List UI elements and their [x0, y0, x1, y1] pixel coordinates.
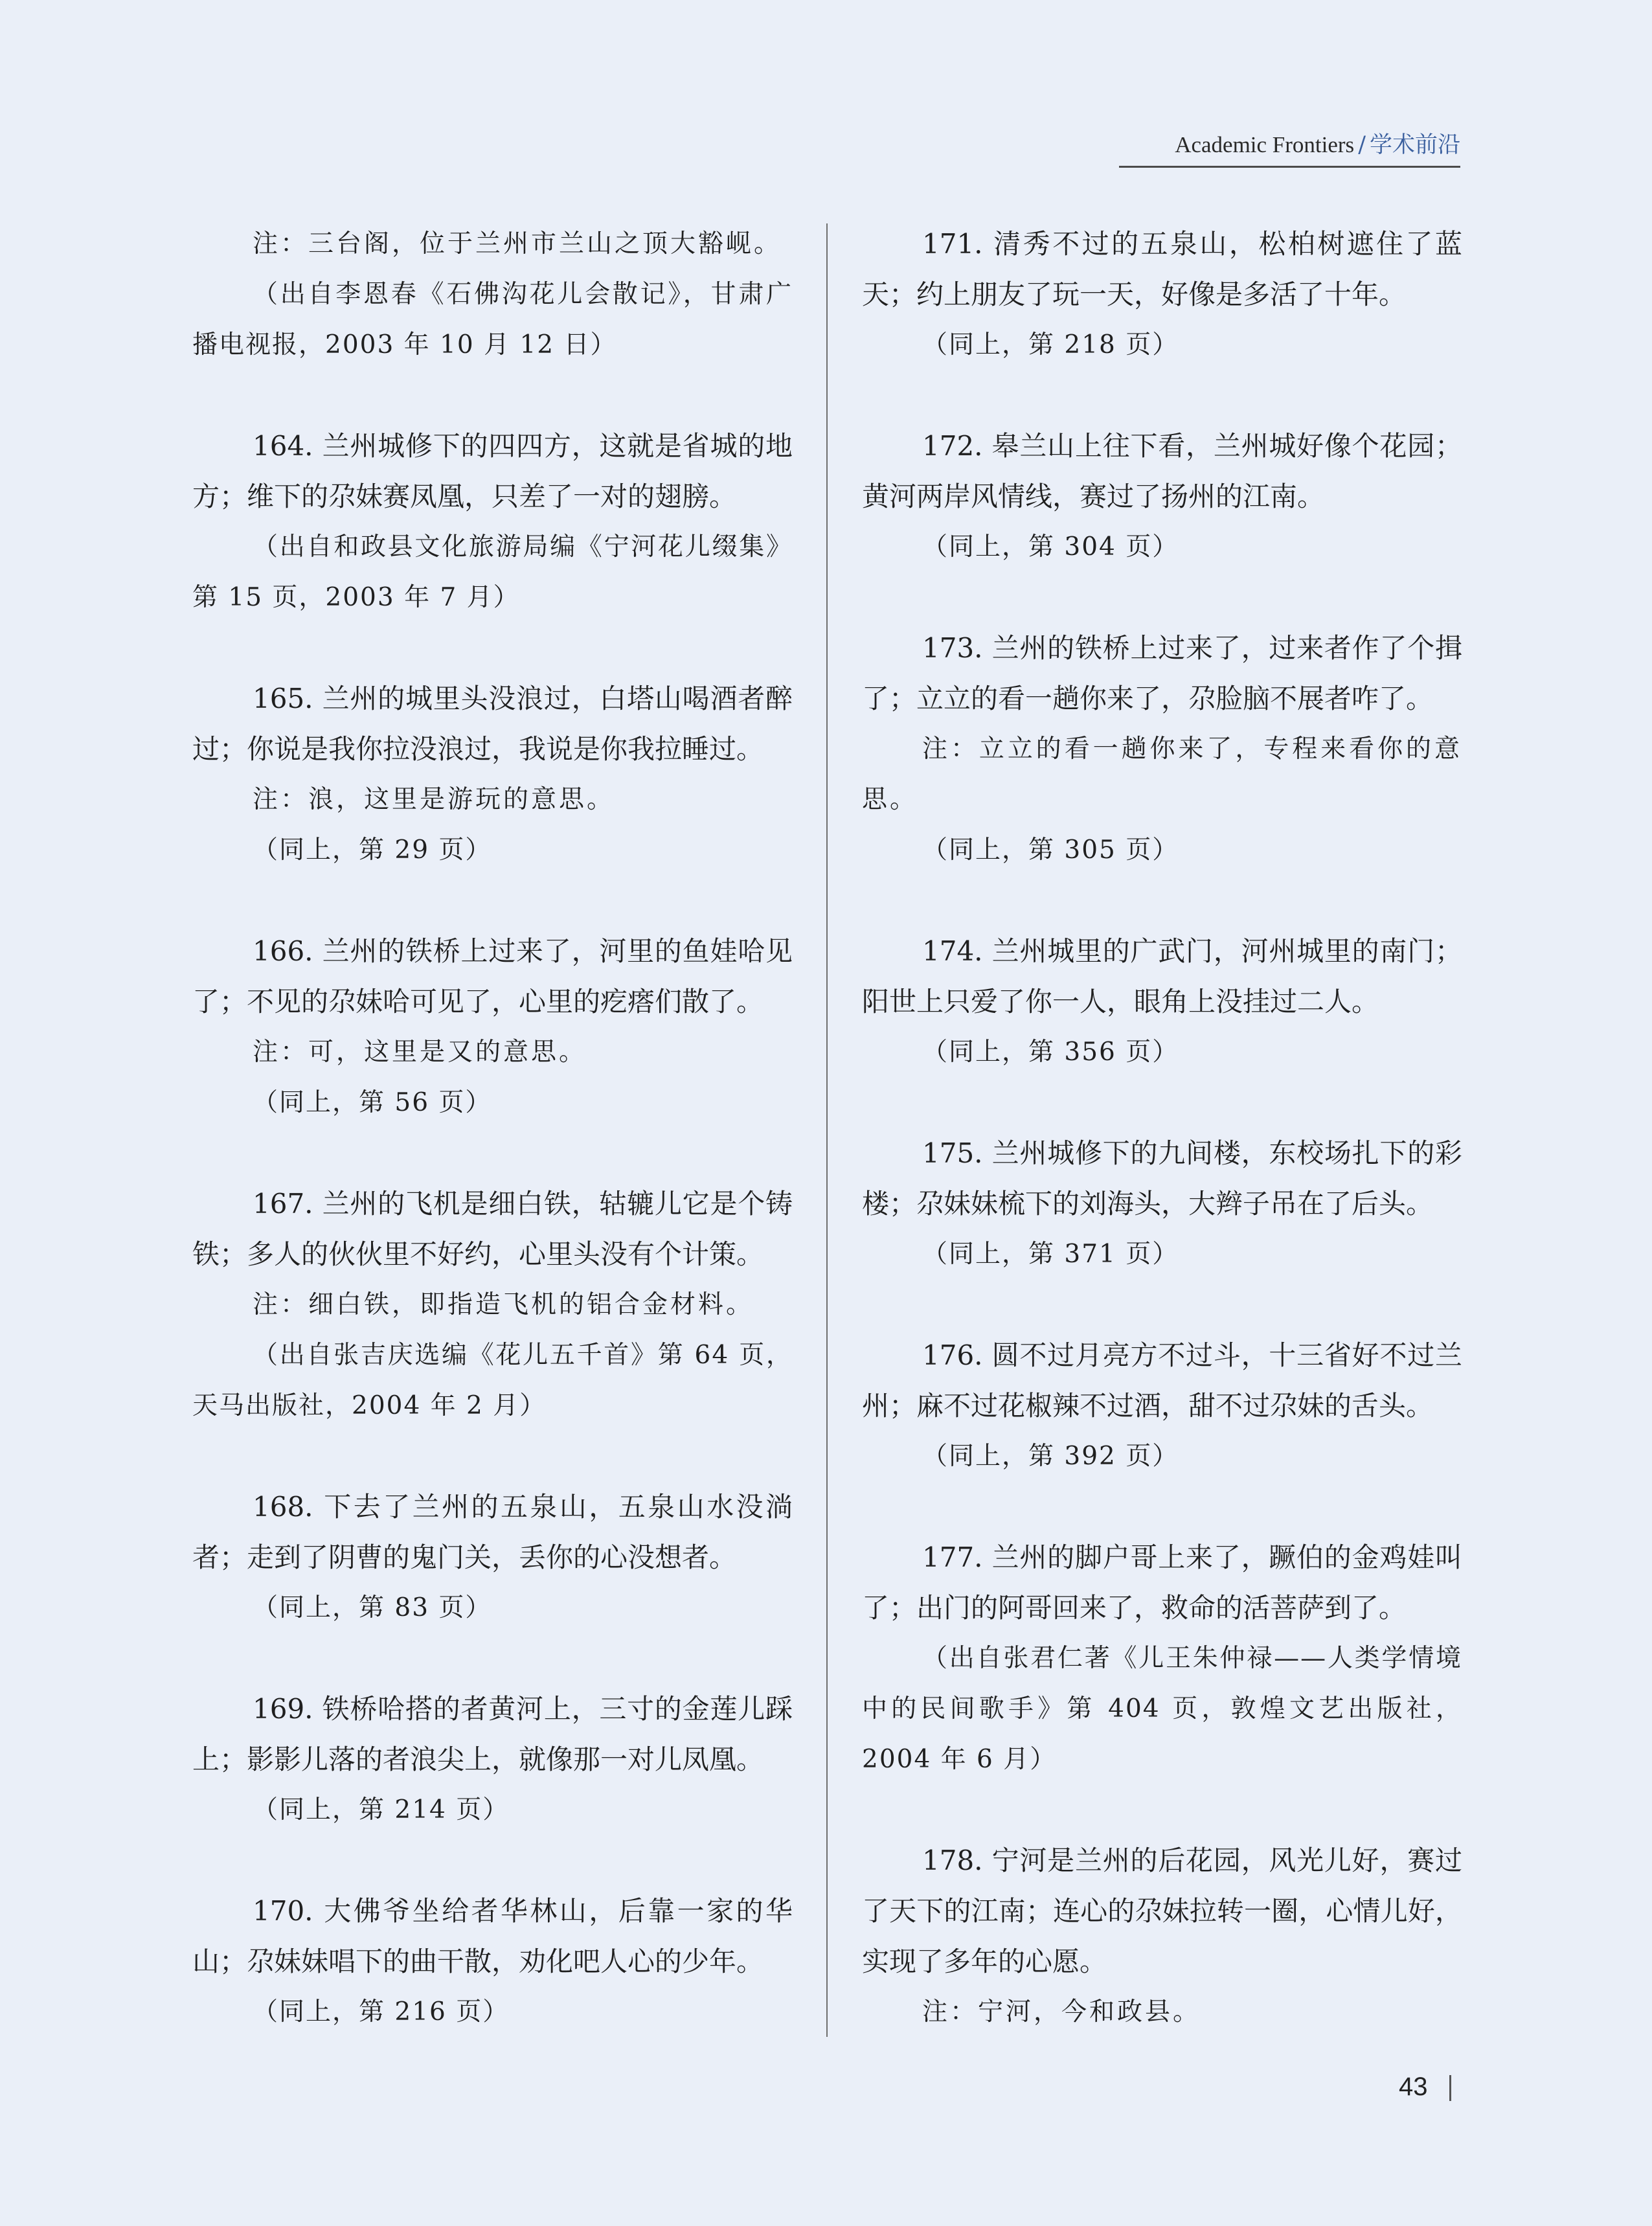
song-entry [862, 1532, 1462, 1785]
header-rule [1119, 166, 1460, 168]
song-source: （出自和政县文化旅游局编《宁河花儿缀集》第 15 页，2003 年 7 月） [192, 532, 793, 612]
song-entry [192, 926, 793, 1128]
song-verse: 170. 大佛爷坐给者华林山，后靠一家的华山；尕妹妹唱下的曲干散，劝化吧人心的少年。 [192, 1895, 793, 1977]
song-entry [192, 674, 793, 876]
song-verse: 164. 兰州城修下的四四方，这就是省城的地方；维下的尕妹赛凤凰，只差了一对的翅膀。 [192, 430, 793, 512]
song-verse: 165. 兰州的城里头没浪过，白塔山喝酒者醉过；你说是我你拉没浪过，我说是你我拉睡过。 [192, 683, 793, 765]
song-entry [192, 1179, 793, 1431]
song-source: （同上，第 392 页） [922, 1442, 1179, 1471]
song-verse: 169. 铁桥哈搭的者黄河上，三寸的金莲儿踩上；影影儿落的者浪尖上，就像那一对儿凤凰。 [192, 1693, 793, 1775]
song-source: （出自张吉庆选编《花儿五千首》第 64 页，天马出版社，2004 年 2 月） [192, 1341, 793, 1420]
song-entry [192, 421, 793, 623]
song-verse: 167. 兰州的飞机是细白铁，轱辘儿它是个铸铁；多人的伙伙里不好约，心里头没有个计策。 [192, 1188, 793, 1270]
song-entry [862, 1835, 1462, 2038]
song-note: 注：可，这里是又的意思。 [253, 1038, 587, 1067]
song-source: （出自张君仁著《儿王朱仲禄——人类学情境中的民间歌手》第 404 页，敦煌文艺出版社，2004 年 6 月） [862, 1644, 1462, 1774]
song-entry [192, 1886, 793, 2038]
song-entry [862, 1330, 1462, 1482]
song-source: （同上，第 218 页） [922, 330, 1179, 359]
song-verse: 177. 兰州的脚户哥上来了，蹶伯的金鸡娃叫了；出门的阿哥回来了，救命的活菩萨到了。 [862, 1541, 1462, 1624]
right-column [862, 219, 1462, 2088]
song-entry [862, 219, 1462, 370]
header-separator: / [1358, 132, 1366, 158]
song-verse: 168. 下去了兰州的五泉山，五泉山水没淌者；走到了阴曹的鬼门关，丢你的心没想者。 [192, 1491, 793, 1573]
song-source: （同上，第 29 页） [253, 835, 492, 865]
song-verse: 172. 皋兰山上往下看，兰州城好像个花园；黄河两岸风情线，赛过了扬州的江南。 [862, 430, 1462, 512]
running-header [1119, 127, 1460, 159]
song-source: （同上，第 305 页） [922, 835, 1179, 865]
song-note: 注：细白铁，即指造飞机的铝合金材料。 [253, 1290, 754, 1319]
song-source: （同上，第 214 页） [253, 1795, 510, 1824]
left-column [192, 219, 793, 2088]
song-source: （同上，第 356 页） [922, 1038, 1179, 1067]
song-entry [862, 421, 1462, 573]
song-note: 注：立立的看一趟你来了，专程来看你的意思。 [862, 734, 1462, 814]
song-verse: 175. 兰州城修下的九间楼，东校场扎下的彩楼；尕妹妹梳下的刘海头，大辫子吊在了后头。 [862, 1137, 1462, 1220]
song-verse: 176. 圆不过月亮方不过斗，十三省好不过兰州；麻不过花椒辣不过酒，甜不过尕妹的舌头。 [862, 1339, 1462, 1422]
song-verse: 166. 兰州的铁桥上过来了，河里的鱼娃哈见了；不见的尕妹哈可见了，心里的疙瘩们散了。 [192, 935, 793, 1017]
song-source: （同上，第 83 页） [253, 1593, 492, 1622]
song-source: （同上，第 216 页） [253, 1997, 510, 2027]
song-entry [192, 1684, 793, 1835]
song-entry [862, 926, 1462, 1078]
page-number: 43 [1399, 2073, 1428, 2101]
song-entry [192, 219, 793, 370]
song-source: （同上，第 371 页） [922, 1240, 1179, 1269]
song-verse: 171. 清秀不过的五泉山，松柏树遮住了蓝天；约上朋友了玩一天，好像是多活了十年。 [862, 228, 1462, 310]
song-verse: 178. 宁河是兰州的后花园，风光儿好，赛过了天下的江南；连心的尕妹拉转一圈，心情儿好，实现了多年的心愿。 [862, 1845, 1462, 1977]
song-note: 注：浪，这里是游玩的意思。 [253, 785, 615, 814]
song-entry [192, 1482, 793, 1633]
song-entry [862, 1128, 1462, 1280]
song-source: （同上，第 304 页） [922, 532, 1179, 562]
page-number-rule [1449, 2075, 1451, 2101]
column-divider [826, 223, 828, 2037]
song-source: （出自李恩春《石佛沟花儿会散记》，甘肃广播电视报，2003 年 10 月 12 日） [192, 280, 793, 359]
song-verse: 173. 兰州的铁桥上过来了，过来者作了个揖了；立立的看一趟你来了，尕脸脑不展者咋了。 [862, 632, 1462, 714]
header-english: Academic Frontiers [1175, 132, 1355, 157]
header-chinese: 学术前沿 [1369, 132, 1460, 158]
song-source: （同上，第 56 页） [253, 1088, 492, 1117]
song-note: 注：三台阁，位于兰州市兰山之顶大豁岘。 [253, 229, 782, 258]
song-verse: 174. 兰州城里的广武门，河州城里的南门；阳世上只爱了你一人，眼角上没挂过二人。 [862, 935, 1462, 1017]
song-note: 注：宁河，今和政县。 [922, 1997, 1201, 2027]
song-entry [862, 623, 1462, 876]
